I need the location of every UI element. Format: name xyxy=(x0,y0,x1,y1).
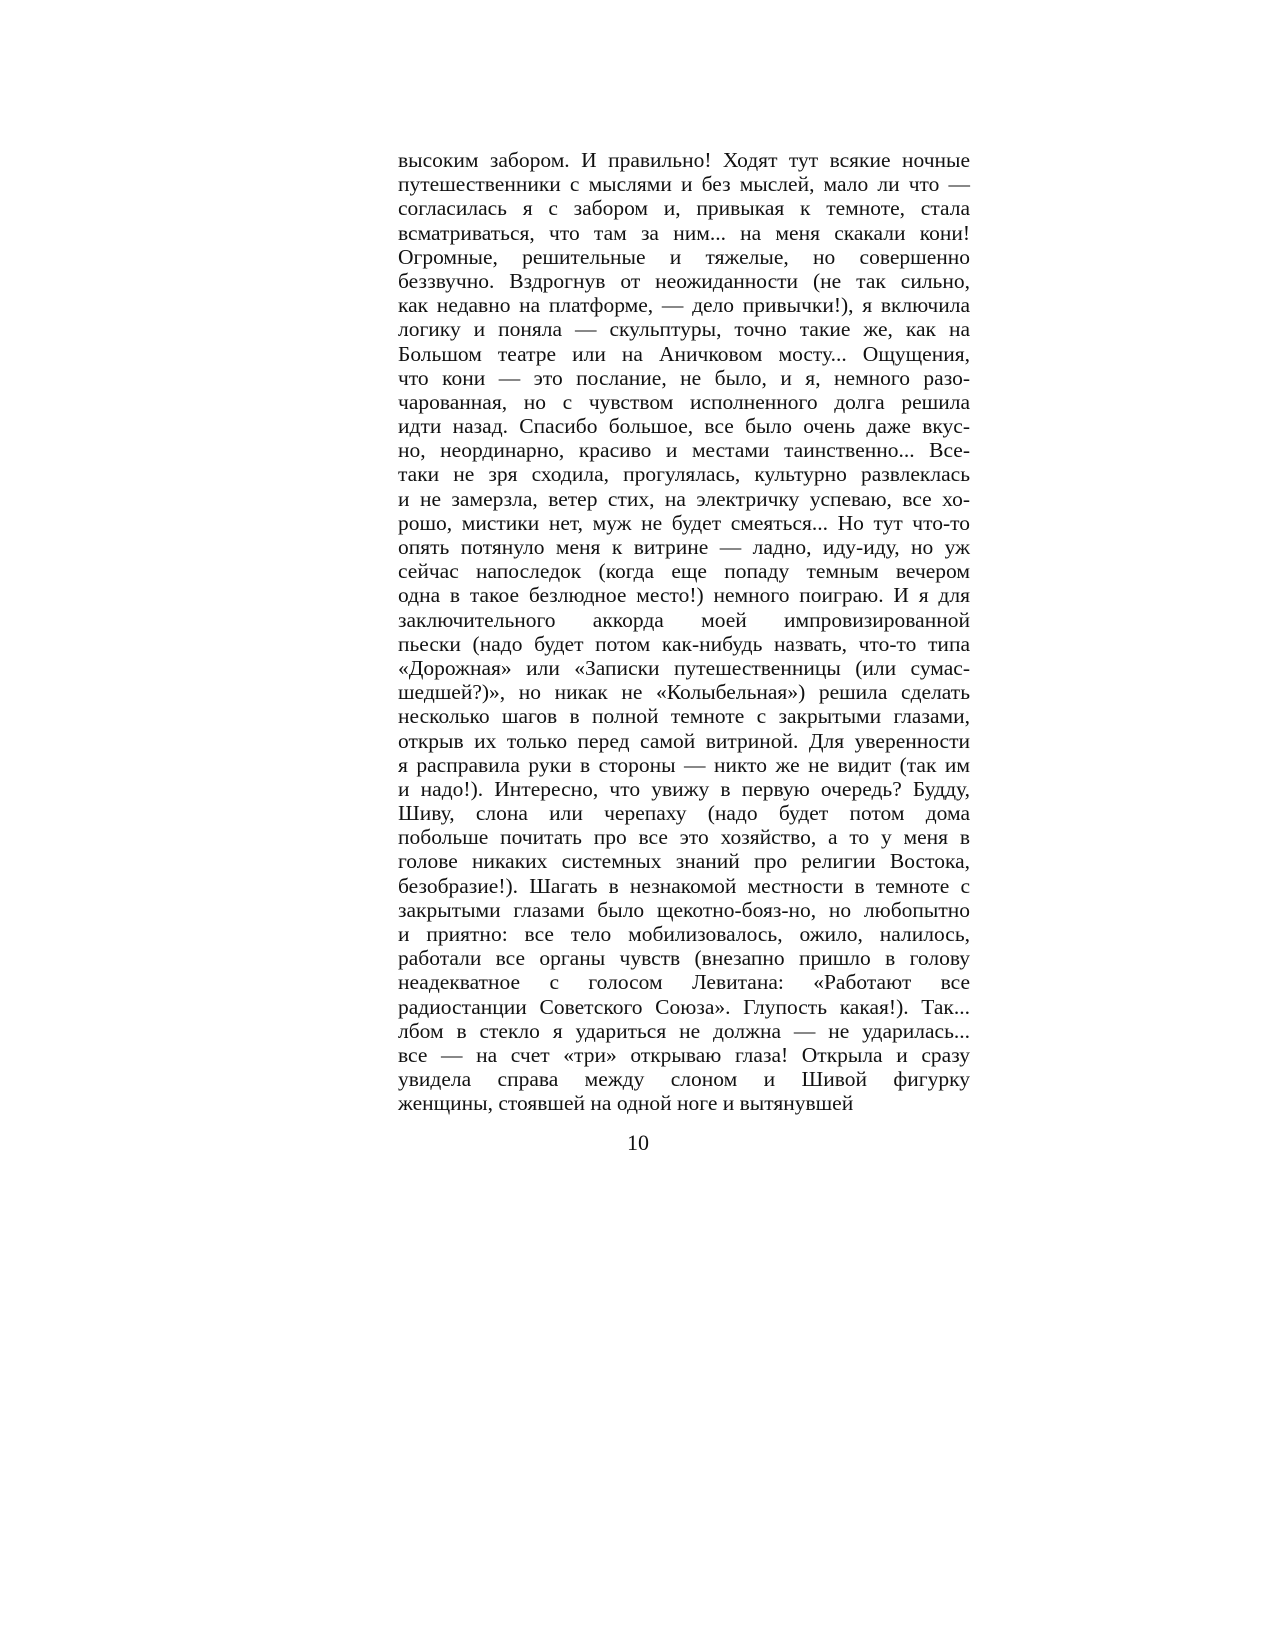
text-line: идти назад. Спасибо большое, все было очень даже вкус- xyxy=(398,414,970,439)
text-line: всматриваться, что там за ним... на меня скакали кони! xyxy=(398,220,970,245)
text-line: пьески (надо будет потом как-нибудь назвать, что-то типа xyxy=(398,631,970,656)
text-line: безобразие!). Шагать в незнакомой местности в темноте с xyxy=(398,873,970,898)
text-line: но, неординарно, красиво и местами таинственно... Все- xyxy=(398,438,970,463)
text-line: неадекватное с голосом Левитана: «Работают все xyxy=(398,970,970,995)
text-line: работали все органы чувств (внезапно пришло в голову xyxy=(398,946,970,971)
text-line: я расправила руки в стороны — никто же не видит (так им xyxy=(398,752,970,777)
text-line: сейчас напоследок (когда еще попаду темным вечером xyxy=(398,559,970,584)
text-line: опять потянуло меня к витрине — ладно, иду-иду, но уж xyxy=(398,535,970,559)
text-line: и приятно: все тело мобилизовалось, ожило, налилось, xyxy=(398,922,970,946)
body-text xyxy=(398,148,970,1116)
text-line: одна в такое безлюдное место!) немного поиграю. И я для xyxy=(398,583,970,608)
text-line: что кони — это послание, не было, и я, немного разо- xyxy=(398,365,970,390)
text-line: увидела справа между слоном и Шивой фигурку xyxy=(398,1067,970,1092)
page-number: 10 xyxy=(627,1130,649,1155)
text-line: женщины, стоявшей на одной ноге и вытянувшей xyxy=(398,1091,854,1116)
text-line: «Дорожная» или «Записки путешественницы (или сумас- xyxy=(398,655,970,680)
text-line: логику и поняла — скульптуры, точно такие же, как на xyxy=(398,317,970,342)
text-line: Огромные, решительные и тяжелые, но совершенно xyxy=(398,244,970,269)
text-line: таки не зря сходила, прогулялась, культурно развлеклась xyxy=(398,462,970,487)
text-line: и не замерзла, ветер стих, на электричку успеваю, все хо- xyxy=(398,486,970,511)
text-line: закрытыми глазами было щекотно-бояз-но, но любопытно xyxy=(398,897,970,922)
text-line: открыв их только перед самой витриной. Для уверенности xyxy=(398,728,970,753)
text-line: Большом театре или на Аничковом мосту... Ощущения, xyxy=(398,341,970,366)
text-line: голове никаких системных знаний про религии Востока, xyxy=(398,849,970,874)
text-line: все — на счет «три» открываю глаза! Открыла и сразу xyxy=(398,1042,970,1067)
text-line: как недавно на платформе, — дело привычки!), я включила xyxy=(398,293,970,318)
text-line: лбом в стекло я удариться не должна — не ударилась... xyxy=(398,1018,970,1043)
text-line: рошо, мистики нет, муж не будет смеяться... Но тут что-то xyxy=(398,510,970,535)
text-line: и надо!). Интересно, что увижу в первую очередь? Будду, xyxy=(398,776,970,801)
text-line: Шиву, слона или черепаху (надо будет потом дома xyxy=(398,801,970,826)
text-line: шедшей?)», но никак не «Колыбельная») решила сделать xyxy=(398,680,970,705)
text-line: несколько шагов в полной темноте с закрытыми глазами, xyxy=(398,704,970,729)
text-line: радиостанции Советского Союза». Глупость какая!). Так... xyxy=(398,994,970,1019)
text-line: побольше почитать про все это хозяйство, а то у меня в xyxy=(398,825,970,850)
text-line: путешественники с мыслями и без мыслей, мало ли что — xyxy=(398,172,970,197)
text-line: согласилась я с забором и, привыкая к темноте, стала xyxy=(398,196,970,221)
text-line: чарованная, но с чувством исполненного долга решила xyxy=(398,389,970,414)
text-line: высоким забором. И правильно! Ходят тут всякие ночные xyxy=(398,148,970,172)
text-line: беззвучно. Вздрогнув от неожиданности (не так сильно, xyxy=(398,268,970,293)
text-line: заключительного аккорда моей импровизированной xyxy=(398,607,970,632)
